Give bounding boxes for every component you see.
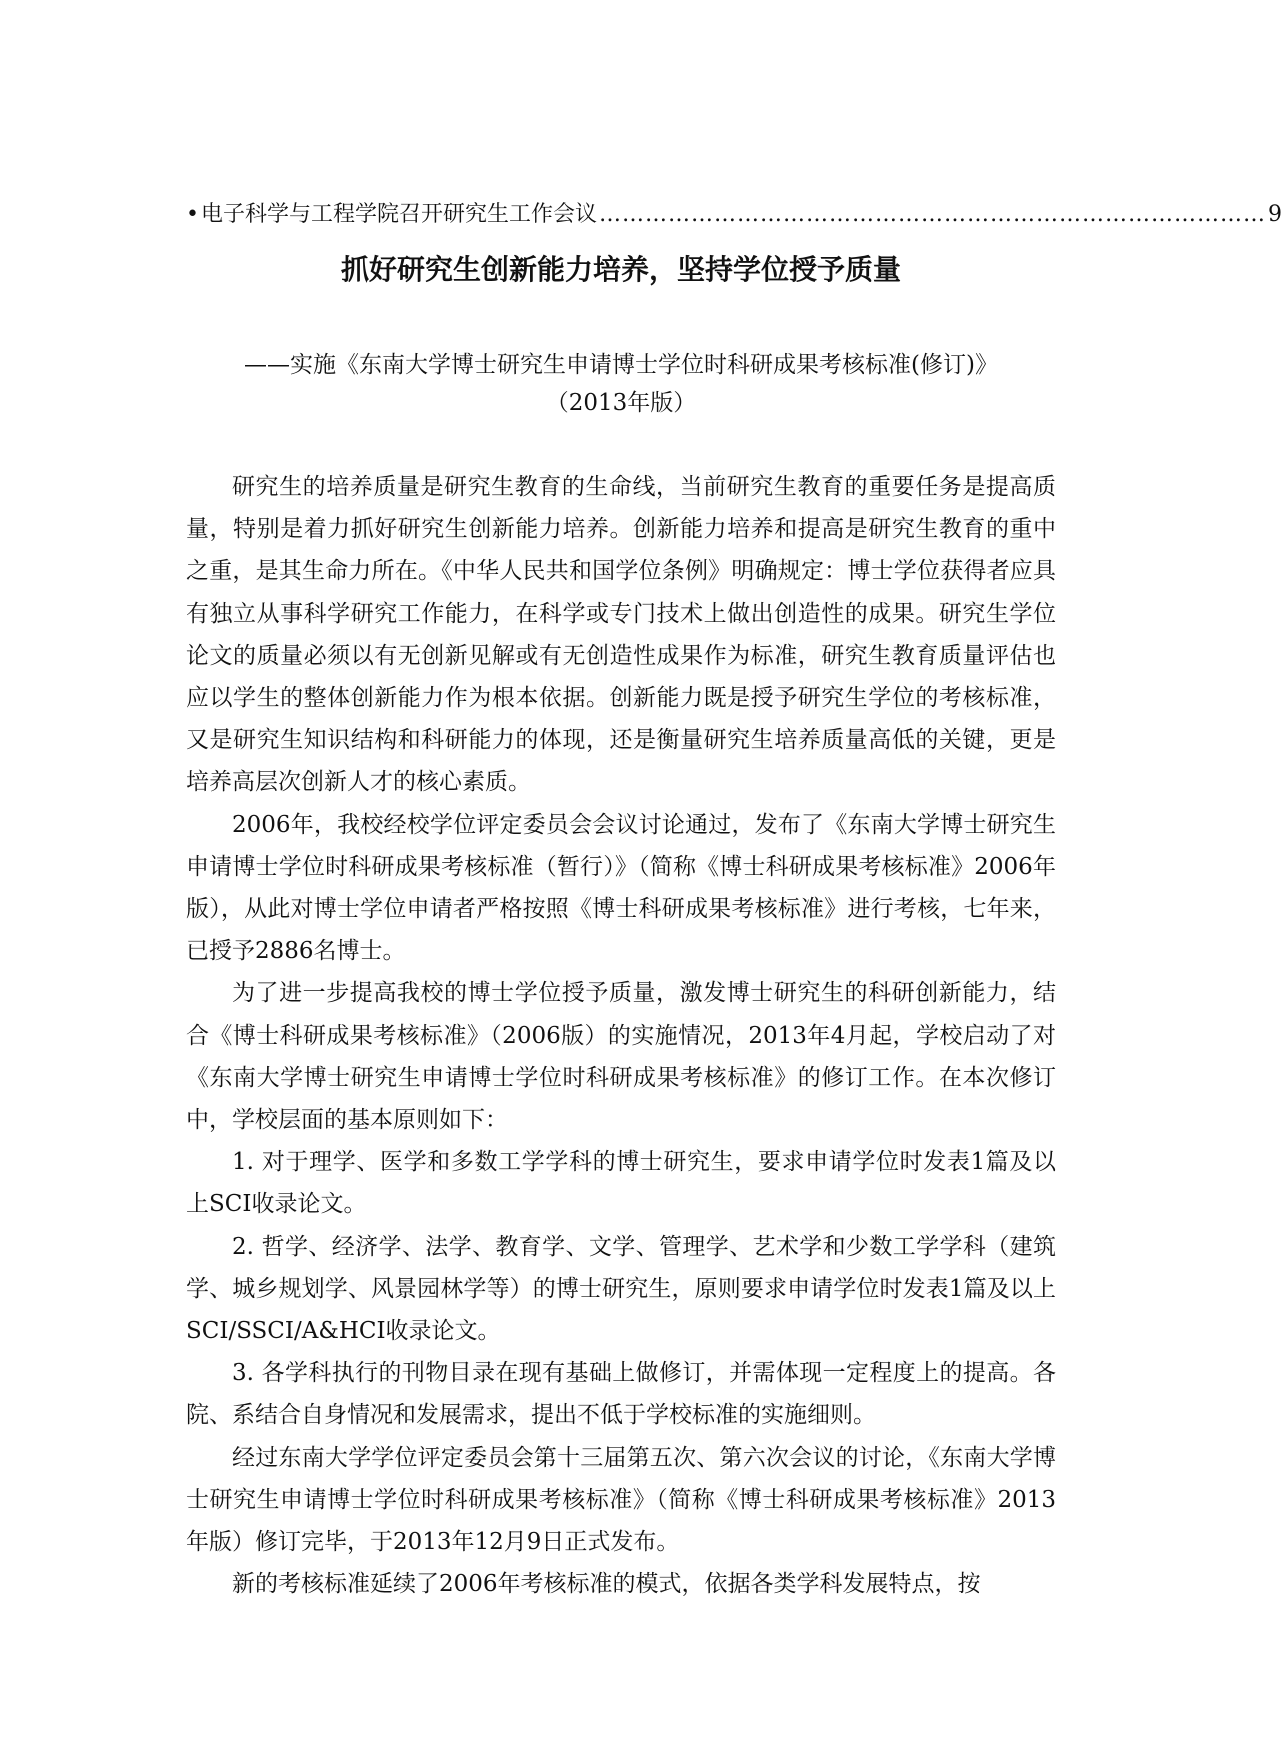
- toc-dot-leader: ……………………………………………………………………………: [599, 202, 1266, 227]
- article-title: 抓好研究生创新能力培养，坚持学位授予质量: [340, 253, 901, 286]
- principle-item-3: 3. 各学科执行的刊物目录在现有基础上做修订，并需体现一定程度上的提高。各院、系结合自身情况和发展需求，提出不低于学校标准的实施细则。: [186, 1360, 1056, 1429]
- toc-page-number: 9: [1268, 202, 1282, 227]
- body-paragraph: 新的考核标准延续了2006年考核标准的模式，依据各类学科发展特点，按: [232, 1571, 981, 1598]
- article-subtitle: ——实施《东南大学博士研究生申请博士学位时科研成果考核标准(修订)》: [244, 352, 998, 378]
- article-subtitle-year: （2013年版）: [545, 390, 697, 416]
- body-paragraph: 研究生的培养质量是研究生教育的生命线，当前研究生教育的重要任务是提高质量，特别是着力抓好研究生创新能力培养。创新能力培养和提高是研究生教育的重中之重，是其生命力所在。《中华人民共和国学位条例》明确规定：博士学位获得者应具有独立从事科学研究工作能力，在科学或专门技术上做出创造性的成果。研究生学位论文的质量必须以有无创新见解或有无创造性成果作为标准，研究生教育质量评估也应以学生的整体创新能力作为根本依据。创新能力既是授予研究生学位的考核标准，又是研究生知识结构和科研能力的体现，还是衡量研究生培养质量高低的关键，更是培养高层次创新人才的核心素质。: [186, 474, 1056, 796]
- principle-item-1: 1. 对于理学、医学和多数工学学科的博士研究生，要求申请学位时发表1篇及以上SCI收录论文。: [186, 1149, 1056, 1218]
- toc-bullet: •: [186, 202, 199, 227]
- principle-item-2: 2. 哲学、经济学、法学、教育学、文学、管理学、艺术学和少数工学学科（建筑学、城乡规划学、风景园林学等）的博士研究生，原则要求申请学位时发表1篇及以上SCI/SSCI/A&HCI收录论文。: [186, 1233, 1056, 1345]
- body-paragraph: 为了进一步提高我校的博士学位授予质量，激发博士研究生的科研创新能力，结合《博士科研成果考核标准》（2006版）的实施情况，2013年4月起，学校启动了对《东南大学博士研究生申请博士学位时科研成果考核标准》的修订工作。在本次修订中，学校层面的基本原则如下：: [186, 980, 1056, 1134]
- body-paragraph: 经过东南大学学位评定委员会第十三届第五次、第六次会议的讨论，《东南大学博士研究生申请博士学位时科研成果考核标准》（简称《博士科研成果考核标准》2013年版）修订完毕，于2013年12月9日正式发布。: [186, 1444, 1056, 1556]
- body-paragraph: 2006年，我校经校学位评定委员会会议讨论通过，发布了《东南大学博士研究生申请博士学位时科研成果考核标准（暂行）》（简称《博士科研成果考核标准》2006年版），从此对博士学位申请者严格按照《博士科研成果考核标准》进行考核，七年来，已授予2886名博士。: [186, 811, 1056, 965]
- toc-entry-title: 电子科学与工程学院召开研究生工作会议: [200, 202, 597, 227]
- article-body: [186, 466, 1056, 1605]
- toc-entry[interactable]: [186, 198, 1282, 232]
